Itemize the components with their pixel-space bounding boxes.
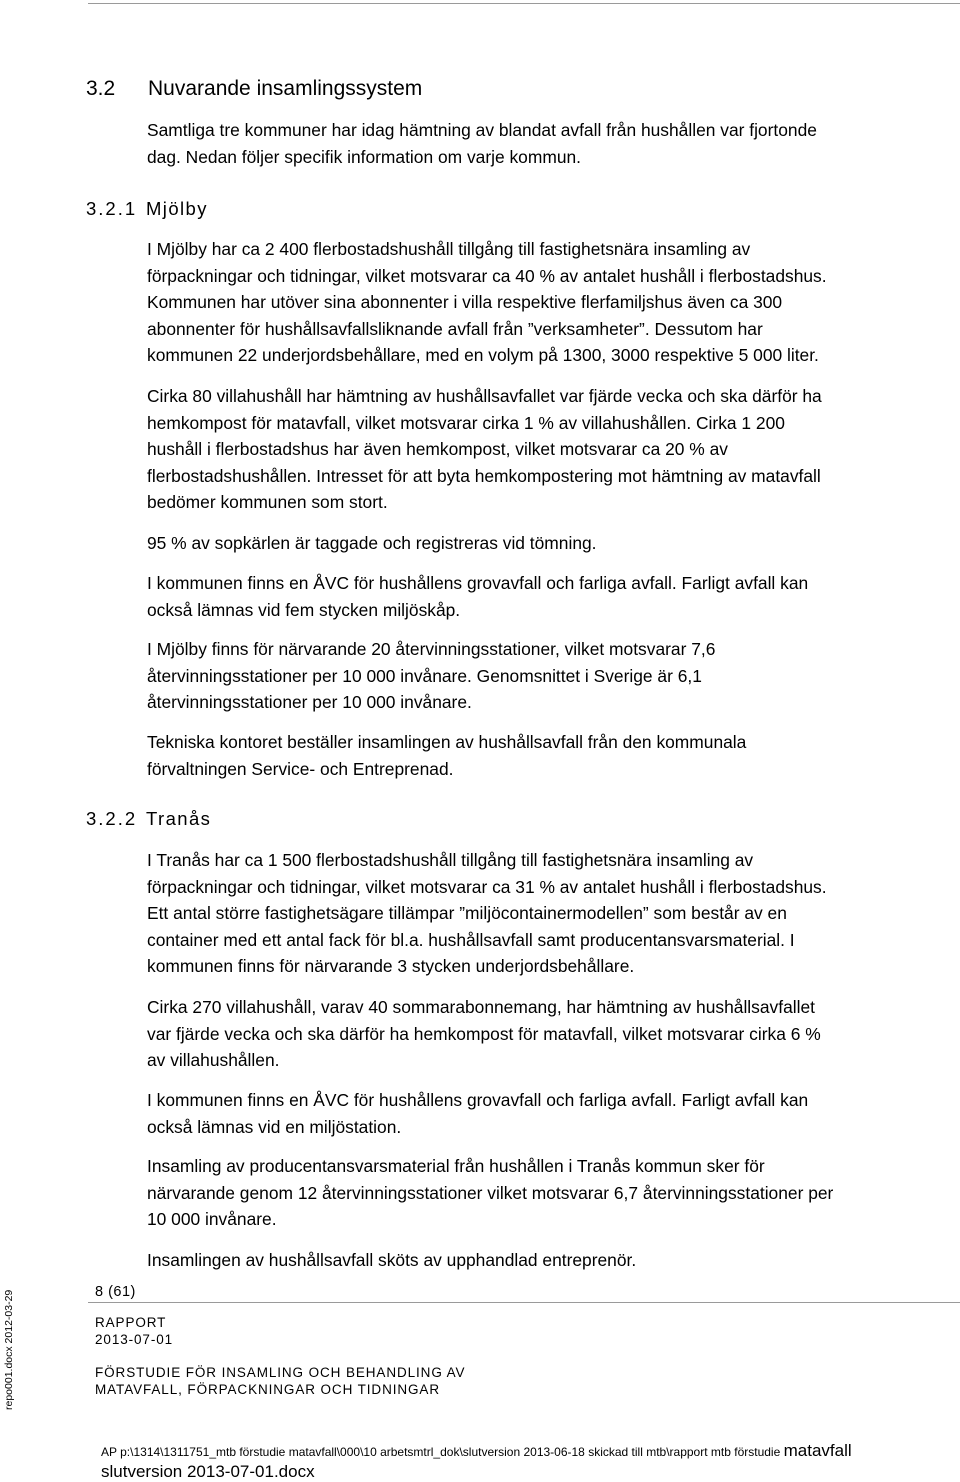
section-title: Nuvarande insamlingssystem	[148, 77, 423, 100]
subsection-number: 3.2.1	[86, 198, 138, 219]
text-line: Ett antal större fastighetsägare tillämpar ”miljöcontainermodellen” som består av en	[147, 903, 787, 923]
paragraph	[147, 1247, 959, 1274]
paragraph	[147, 570, 959, 623]
report-title-line-2: MATAVFALL, FÖRPACKNINGAR OCH TIDNINGAR	[95, 1382, 440, 1397]
text-line: förvaltningen Service- och Entreprenad.	[147, 758, 454, 779]
paragraph	[147, 1087, 959, 1140]
template-id: repo001.docx 2012-03-29	[3, 1289, 15, 1410]
text-line: Cirka 270 villahushåll, varav 40 sommarabonnemang, har hämtning av hushållsavfallet	[147, 997, 815, 1017]
text-line: också lämnas vid fem stycken miljöskåp.	[147, 599, 461, 620]
file-path-line-2: slutversion 2013-07-01.docx	[101, 1462, 315, 1481]
subsection-heading-mjolby	[86, 198, 208, 220]
paragraph	[147, 994, 959, 1074]
file-path	[101, 1441, 852, 1461]
paragraph	[147, 530, 959, 557]
paragraph	[147, 729, 959, 782]
text-line: av villahushållen.	[147, 1050, 280, 1070]
text-line: kommunen 22 underjordsbehållare, med en volym på 1300, 3000 respektive 5 000 liter.	[147, 345, 819, 365]
text-line: närvarande genom 12 återvinningsstationer vilket motsvarar 6,7 återvinningsstationer per	[147, 1182, 834, 1203]
text-line: dag. Nedan följer specifik information om varje kommun.	[147, 146, 581, 167]
subsection-title: Mjölby	[146, 198, 208, 219]
text-line: kommunen finns för närvarande 3 stycken underjordsbehållare.	[147, 956, 635, 976]
footer-rule	[88, 1302, 960, 1303]
text-line: I kommunen finns en ÅVC för hushållens grovavfall och farliga avfall. Farligt avfall kan	[147, 573, 809, 593]
text-line: förpackningar och tidningar, vilket motsvarar ca 31 % av antalet hushåll i flerbostadshus.	[147, 876, 827, 897]
text-line: container med ett antal fack för bl.a. hushållsavfall samt producentansvarsmaterial. I	[147, 929, 795, 950]
report-date: 2013-07-01	[95, 1332, 174, 1347]
paragraph	[147, 847, 959, 980]
text-line: I Tranås har ca 1 500 flerbostadshushåll tillgång till fastighetsnära insamling av	[147, 850, 754, 870]
section-number: 3.2	[86, 77, 116, 100]
text-line: Insamling av producentansvarsmaterial från hushållen i Tranås kommun sker för	[147, 1156, 765, 1176]
text-line: bedömer kommunen som stort.	[147, 492, 388, 512]
text-line: Cirka 80 villahushåll har hämtning av hushållsavfallet var fjärde vecka och ska därför ha	[147, 386, 822, 406]
text-line: förpackningar och tidningar, vilket motsvarar ca 40 % av antalet hushåll i flerbostadshus.	[147, 265, 827, 286]
text-line: 95 % av sopkärlen är taggade och registreras vid tömning.	[147, 533, 597, 553]
paragraph	[147, 236, 959, 369]
subsection-heading-tranas	[86, 808, 211, 830]
text-line: hushåll i flerbostadshus har även hemkompost, vilket motsvarar ca 20 % av	[147, 439, 728, 459]
text-line: Insamlingen av hushållsavfall sköts av upphandlad entreprenör.	[147, 1250, 637, 1270]
text-line: I Mjölby har ca 2 400 flerbostadshushåll tillgång till fastighetsnära insamling av	[147, 239, 751, 259]
text-line: återvinningsstationer per 10 000 invånare.	[147, 692, 472, 712]
text-line: Tekniska kontoret beställer insamlingen av hushållsavfall från den kommunala	[147, 732, 747, 752]
page-number: 8 (61)	[95, 1284, 136, 1300]
text-line: I Mjölby finns för närvarande 20 återvinningsstationer, vilket motsvarar 7,6	[147, 639, 716, 659]
text-line: I kommunen finns en ÅVC för hushållens grovavfall och farliga avfall. Farligt avfall kan	[147, 1090, 809, 1110]
paragraph	[147, 636, 959, 716]
text-line: flerbostadshushållen. Intresset för att byta hemkompostering mot hämtning av matavfall	[147, 465, 821, 486]
text-line: abonnenter för hushållsavfallsliknande avfall från ”verksamheter”. Dessutom har	[147, 318, 763, 339]
intro-paragraph	[147, 117, 959, 170]
text-line: Samtliga tre kommuner har idag hämtning av blandat avfall från hushållen var fjortonde	[147, 120, 817, 140]
report-type: RAPPORT	[95, 1315, 167, 1330]
top-rule	[88, 3, 960, 4]
text-line: återvinningsstationer per 10 000 invånare. Genomsnittet i Sverige är 6,1	[147, 665, 702, 686]
file-path-tail: matavfall	[783, 1441, 852, 1460]
report-title-line-1: FÖRSTUDIE FÖR INSAMLING OCH BEHANDLING AV	[95, 1365, 466, 1380]
text-line: var fjärde vecka och ska därför ha hemkompost för matavfall, vilket motsvarar cirka 6 %	[147, 1023, 821, 1044]
paragraph	[147, 1153, 959, 1233]
section-heading	[86, 77, 422, 101]
text-line: 10 000 invånare.	[147, 1209, 277, 1229]
paragraph	[147, 383, 959, 516]
text-line: också lämnas vid en miljöstation.	[147, 1116, 402, 1137]
text-line: hemkompost för matavfall, vilket motsvarar cirka 1 % av villahushållen. Cirka 1 200	[147, 412, 785, 433]
subsection-number: 3.2.2	[86, 808, 138, 829]
subsection-title: Tranås	[146, 808, 212, 829]
file-path-text: AP p:\1314\1311751_mtb förstudie matavfall\000\10 arbetsmtrl_dok\slutversion 2013-06-18 skickad till mtb\rapport mtb förstudie	[101, 1445, 781, 1459]
text-line: Kommunen har utöver sina abonnenter i villa respektive flerfamiljshus även ca 300	[147, 292, 783, 312]
